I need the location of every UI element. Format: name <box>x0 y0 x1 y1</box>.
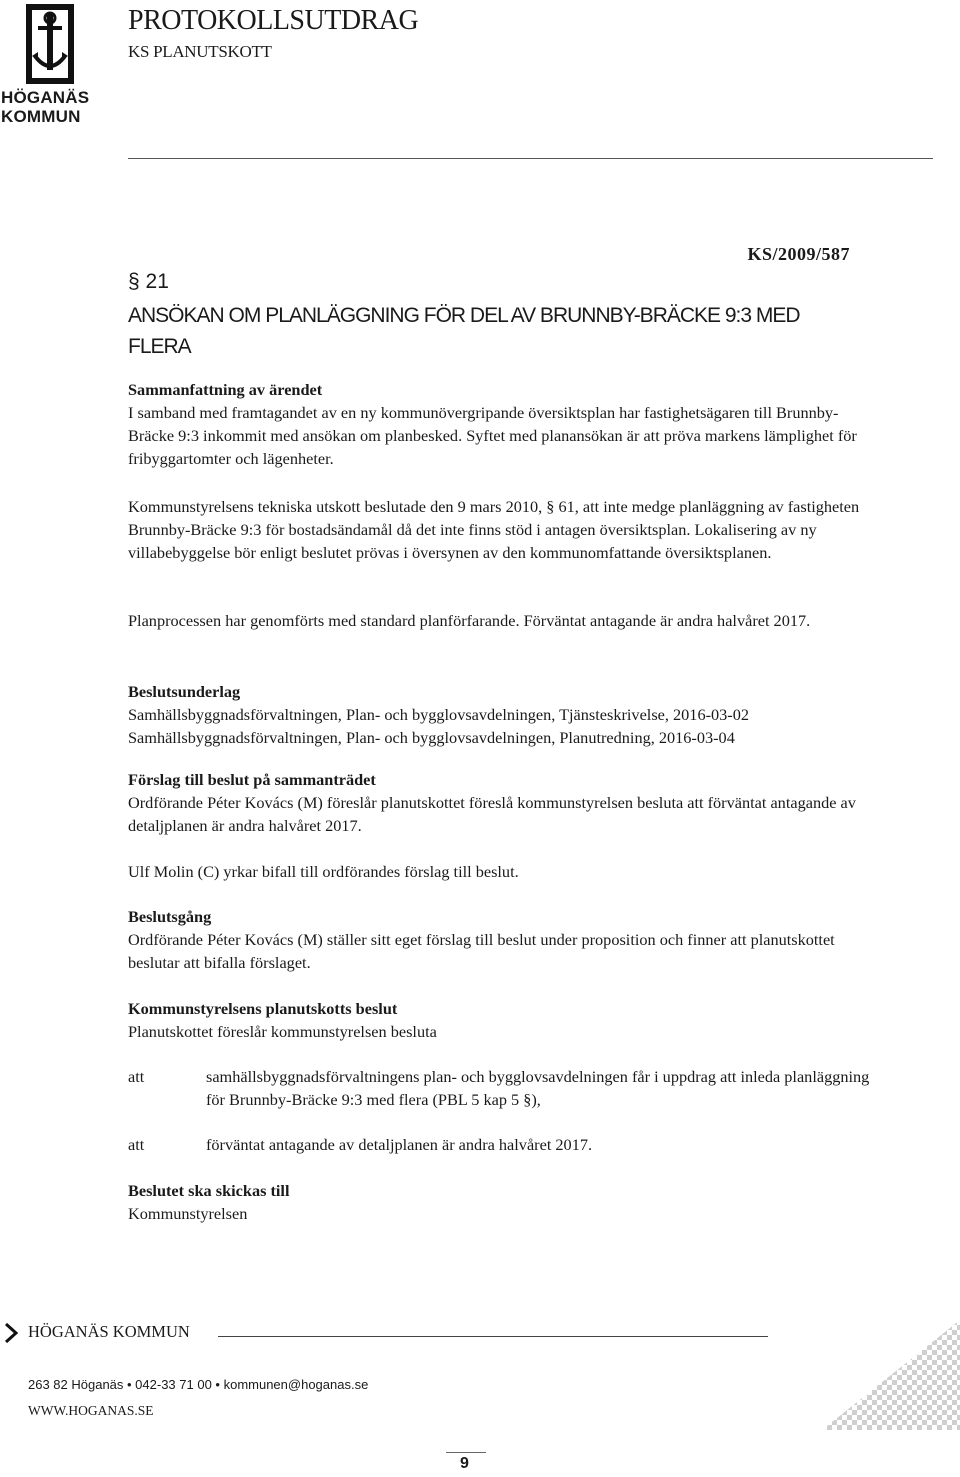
ks-decision-text: Kommunstyrelsens tekniska utskott beslutade den 9 mars 2010, § 61, att inte medge planläggning av fastigheten Brunnby-Bräcke 9:3 för bostadsändamål då det inte finns stöd i antagen översiktsplan. Lokalisering av ny villabebyggelse bör enligt beslutet prövas i översynen av den kommunomfattande översiktsplanen. <box>128 497 860 562</box>
att-label: att <box>128 1067 145 1086</box>
header-divider <box>128 158 933 159</box>
forslag-text: Ordförande Péter Kovács (M) föreslår planutskottet föreslå kommunstyrelsen besluta att förväntat antagande av detaljplanen är andra halvåret 2017. <box>128 793 856 835</box>
send-to-section <box>128 1179 870 1225</box>
underlag-heading: Beslutsunderlag <box>128 682 241 701</box>
send-to-text: Kommunstyrelsen <box>128 1204 248 1223</box>
arrow-right-icon <box>0 1322 22 1344</box>
forslag-section <box>128 768 870 837</box>
summary-section <box>128 378 870 470</box>
ks-beslut-heading: Kommunstyrelsens planutskotts beslut <box>128 999 398 1018</box>
plan-process-text: Planprocessen har genomförts med standard planförfarande. Förväntat antagande är andra halvåret 2017. <box>128 611 811 630</box>
document-title: PROTOKOLLSUTDRAG <box>128 5 419 36</box>
anchor-icon <box>22 2 78 86</box>
hoganas-logo <box>0 0 100 128</box>
beslutsgang-heading: Beslutsgång <box>128 907 212 926</box>
footer-contact: 263 82 Höganäs • 042-33 71 00 • kommunen@hoganas.se <box>28 1377 369 1392</box>
case-heading: ANSÖKAN OM PLANLÄGGNING FÖR DEL AV BRUNNBY-BRÄCKE 9:3 MED FLERA <box>128 304 800 358</box>
ks-beslut-section <box>128 997 870 1043</box>
logo-line1: HÖGANÄS <box>1 88 90 107</box>
document-subtitle: KS PLANUTSKOTT <box>128 42 272 61</box>
underlag-line-1: Samhällsbyggnadsförvaltningen, Plan- och bygglovsavdelningen, Tjänsteskrivelse, 2016-03-02 <box>128 705 749 724</box>
page-number: 9 <box>460 1455 469 1472</box>
paragraph-number: § 21 <box>128 270 169 293</box>
footer-website: WWW.HOGANAS.SE <box>28 1403 154 1418</box>
underlag-section <box>128 680 870 749</box>
forslag-heading: Förslag till beslut på sammanträdet <box>128 770 376 789</box>
ulf-text: Ulf Molin (C) yrkar bifall till ordförandes förslag till beslut. <box>128 862 519 881</box>
ulf-paragraph <box>128 860 870 883</box>
case-number: KS/2009/587 <box>747 244 850 264</box>
logo-line2: KOMMUN <box>1 107 81 126</box>
beslutsgang-section <box>128 905 870 974</box>
att-label: att <box>128 1135 145 1154</box>
footer-organization: HÖGANÄS KOMMUN <box>28 1322 190 1341</box>
summary-heading: Sammanfattning av ärendet <box>128 380 323 399</box>
send-to-heading: Beslutet ska skickas till <box>128 1181 290 1200</box>
ks-decision-history <box>128 495 870 564</box>
att-text: förväntat antagande av detaljplanen är andra halvåret 2017. <box>206 1135 593 1154</box>
beslutsgang-text: Ordförande Péter Kovács (M) ställer sitt eget förslag till beslut under proposition och finner att planutskottet beslutar att bifalla förslaget. <box>128 930 835 972</box>
page-number-divider <box>446 1452 486 1453</box>
ks-beslut-text: Planutskottet föreslår kommunstyrelsen besluta <box>128 1022 437 1041</box>
summary-text: I samband med framtagandet av en ny kommunövergripande översiktsplan har fastighetsägaren till Brunnby-Bräcke 9:3 inkommit med ansökan om planbesked. Syftet med planansökan är att pröva markens lämplighet för fribyggartomter och lägenheter. <box>128 403 857 468</box>
checker-pattern-decoration <box>822 1320 960 1430</box>
underlag-line-2: Samhällsbyggnadsförvaltningen, Plan- och bygglovsavdelningen, Planutredning, 2016-03-04 <box>128 728 735 747</box>
plan-process-paragraph <box>128 609 870 632</box>
att-text: samhällsbyggnadsförvaltningens plan- och bygglovsavdelningen får i uppdrag att inleda planläggning för Brunnby-Bräcke 9:3 med flera (PBL 5 kap 5 §), <box>206 1067 870 1109</box>
footer-divider <box>218 1336 768 1337</box>
